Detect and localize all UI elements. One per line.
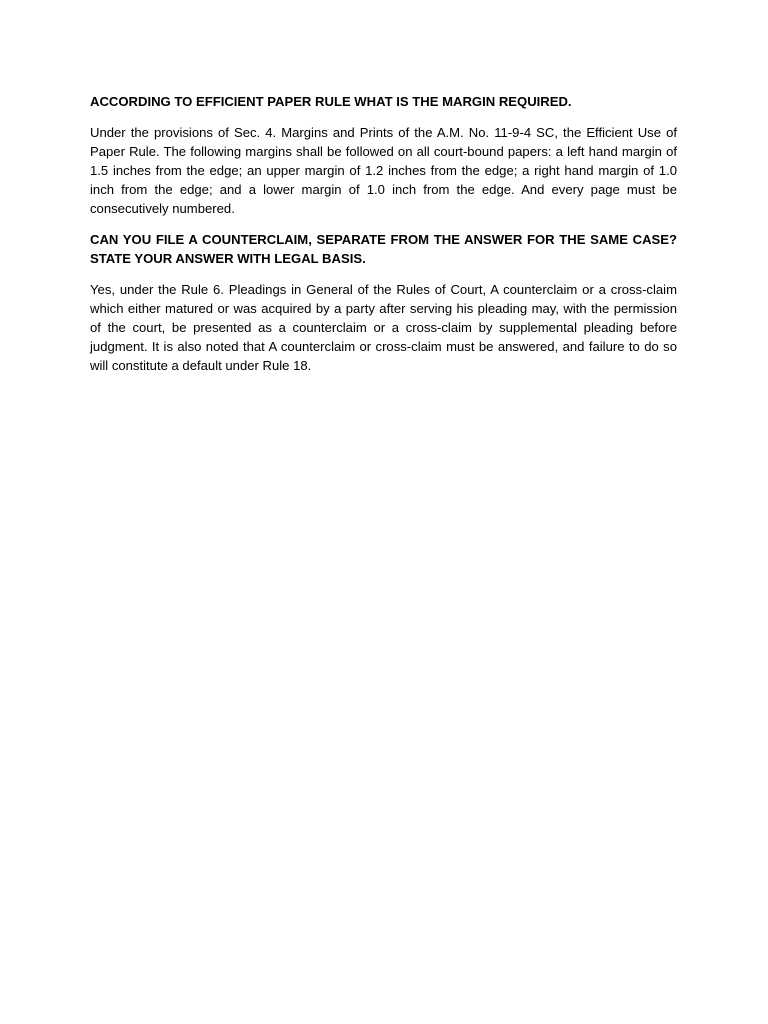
answer-paragraph-counterclaim: Yes, under the Rule 6. Pleadings in General of the Rules of Court, A counterclaim or a cross-claim which either matured or was acquired by a party after serving his pleading may, with the permission of the court, be presented as a counterclaim or a cross-claim by supplemental pleading before judgment. It is also noted that A counterclaim or cross-claim must be answered, and failure to do so will constitute a default under Rule 18. <box>90 282 677 373</box>
question-heading-counterclaim: CAN YOU FILE A COUNTERCLAIM, SEPARATE FROM THE ANSWER FOR THE SAME CASE? STATE YOUR ANSWER WITH LEGAL BASIS. <box>90 232 677 266</box>
answer-paragraph-margin-rule: Under the provisions of Sec. 4. Margins and Prints of the A.M. No. 11-9-4 SC, the Efficient Use of Paper Rule. The following margins shall be followed on all court-bound papers: a left hand margin of 1.5 inches from the edge; an upper margin of 1.2 inches from the edge; a right hand margin of 1.0 inch from the edge; and a lower margin of 1.0 inch from the edge. And every page must be consecutively numbered. <box>90 125 677 216</box>
question-heading-margin-rule: ACCORDING TO EFFICIENT PAPER RULE WHAT IS THE MARGIN REQUIRED. <box>90 94 572 109</box>
document-content <box>90 92 677 387</box>
